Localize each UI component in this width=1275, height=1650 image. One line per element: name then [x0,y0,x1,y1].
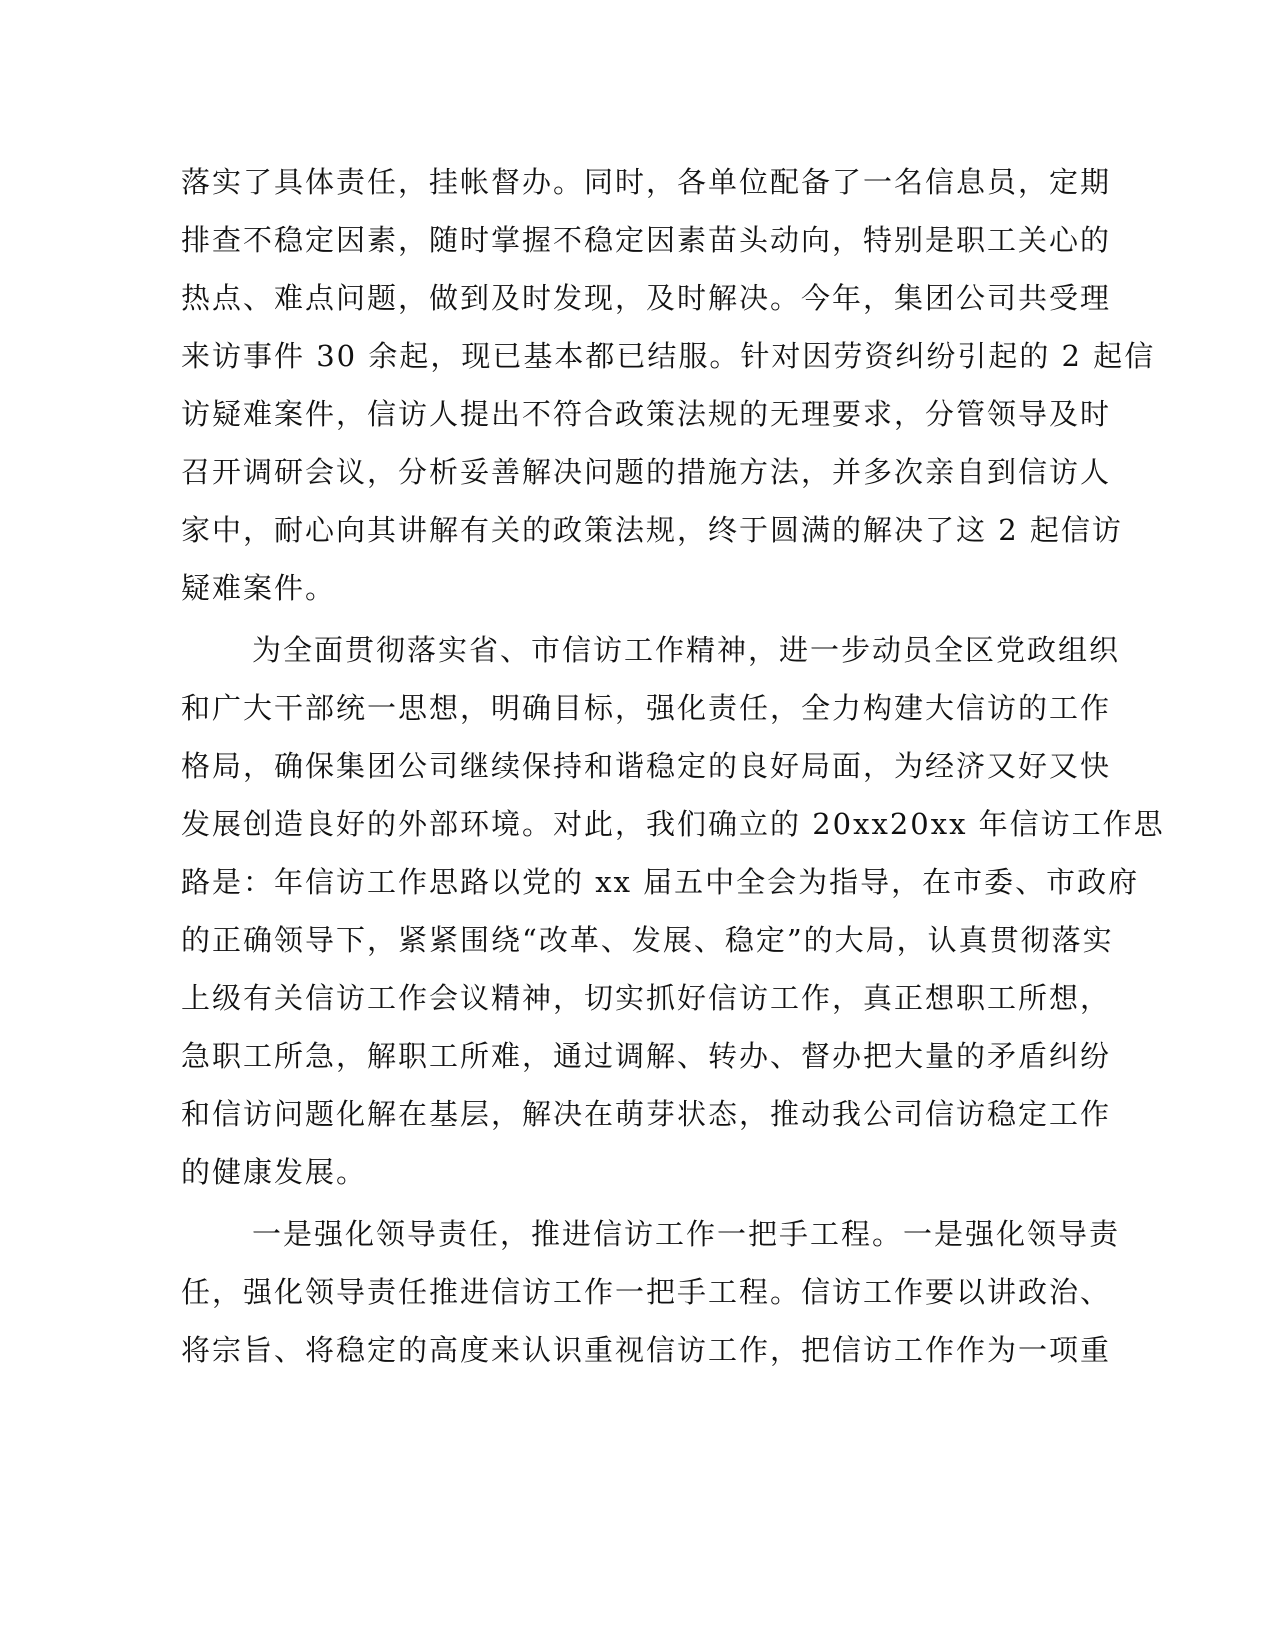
paragraph-1-line-6: 召开调研会议，分析妥善解决问题的措施方法，并多次亲自到信访人 [181,455,1112,489]
paragraph-1-line-3: 热点、难点问题，做到及时发现，及时解决。今年，集团公司共受理 [181,281,1112,315]
paragraph-1-line-5: 访疑难案件，信访人提出不符合政策法规的无理要求，分管领导及时 [181,397,1112,431]
paragraph-2-line-1: 为全面贯彻落实省、市信访工作精神，进一步动员全区党政组织 [252,633,1121,667]
paragraph-2-line-2: 和广大干部统一思想，明确目标，强化责任，全力构建大信访的工作 [181,691,1112,725]
paragraph-3-line-3: 将宗旨、将稳定的高度来认识重视信访工作，把信访工作作为一项重 [181,1333,1112,1367]
paragraph-1-line-7: 家中，耐心向其讲解有关的政策法规，终于圆满的解决了这 2 起信访 [181,513,1123,547]
paragraph-2-line-5: 路是：年信访工作思路以党的 xx 届五中全会为指导，在市委、市政府 [181,865,1140,899]
paragraph-2-line-7: 上级有关信访工作会议精神，切实抓好信访工作，真正想职工所想， [181,981,1112,1015]
paragraph-1-line-8: 疑难案件。 [181,571,337,605]
paragraph-2-line-4: 发展创造良好的外部环境。对此，我们确立的 20xx20xx 年信访工作思 [181,807,1165,841]
paragraph-1-line-2: 排查不稳定因素，随时掌握不稳定因素苗头动向，特别是职工关心的 [181,223,1112,257]
paragraph-2-line-6: 的正确领导下，紧紧围绕“改革、发展、稳定”的大局，认真贯彻落实 [181,923,1114,957]
paragraph-3-line-1: 一是强化领导责任，推进信访工作一把手工程。一是强化领导责 [252,1217,1121,1251]
paragraph-2-line-3: 格局，确保集团公司继续保持和谐稳定的良好局面，为经济又好又快 [181,749,1112,783]
paragraph-2-line-9: 和信访问题化解在基层，解决在萌芽状态，推动我公司信访稳定工作 [181,1097,1112,1131]
paragraph-3-line-2: 任，强化领导责任推进信访工作一把手工程。信访工作要以讲政治、 [181,1275,1112,1309]
paragraph-1-line-4: 来访事件 30 余起，现已基本都已结服。针对因劳资纠纷引起的 2 起信 [181,339,1156,373]
paragraph-2-line-8: 急职工所急，解职工所难，通过调解、转办、督办把大量的矛盾纠纷 [181,1039,1112,1073]
paragraph-1-line-1: 落实了具体责任，挂帐督办。同时，各单位配备了一名信息员，定期 [181,165,1112,199]
paragraph-2-line-10: 的健康发展。 [181,1155,368,1189]
